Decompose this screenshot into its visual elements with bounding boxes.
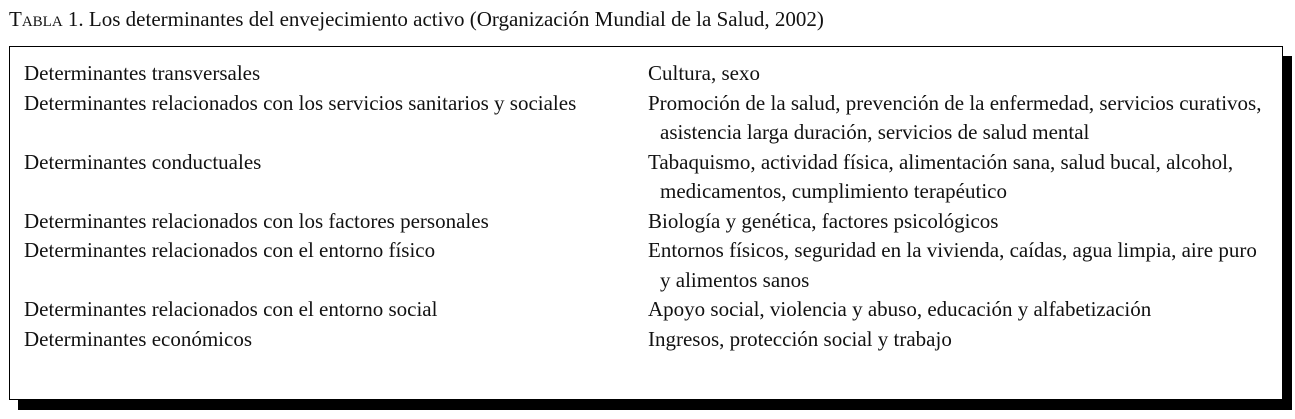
factors-text: Cultura, sexo xyxy=(648,61,760,85)
determinant-cell xyxy=(24,148,648,207)
determinant-cell xyxy=(24,236,648,295)
factors-cell xyxy=(648,236,1263,295)
table-row xyxy=(24,325,1263,355)
table-row xyxy=(24,89,1263,148)
determinant-text: Determinantes relacionados con los servicios sanitarios y sociales xyxy=(24,90,577,115)
table-row xyxy=(24,236,1263,295)
determinants-table xyxy=(24,59,1263,354)
determinant-cell xyxy=(24,295,648,325)
determinant-text: Determinantes conductuales xyxy=(24,149,262,174)
factors-text: Promoción de la salud, prevención de la enfermedad, servicios curativos, asistencia larga duración, servicios de salud mental xyxy=(648,90,1262,144)
determinant-text: Determinantes relacionados con el entorno físico xyxy=(24,238,436,262)
factors-text: Biología y genética, factores psicológicos xyxy=(648,208,999,233)
table-row xyxy=(24,59,1263,89)
factors-text: Tabaquismo, actividad física, alimentación sana, salud bucal, alcohol, medicamentos, cumplimiento terapéutico xyxy=(648,149,1234,203)
table-caption-label: Tabla 1. xyxy=(9,7,84,31)
determinants-table-box xyxy=(9,46,1283,400)
factors-text: Ingresos, protección social y trabajo xyxy=(648,326,952,351)
factors-text: Apoyo social, violencia y abuso, educación y alfabetización xyxy=(648,297,1152,321)
table-caption-text: Los determinantes del envejecimiento activo (Organización Mundial de la Salud, 2002) xyxy=(88,7,824,31)
factors-text: Entornos físicos, seguridad en la vivienda, caídas, agua limpia, aire puro y alimentos sanos xyxy=(648,238,1257,292)
determinant-text: Determinantes relacionados con el entorno social xyxy=(24,297,438,321)
determinant-text: Determinantes relacionados con los factores personales xyxy=(24,208,489,233)
table-caption xyxy=(9,6,824,32)
table-row xyxy=(24,148,1263,207)
table-row xyxy=(24,207,1263,237)
determinant-cell xyxy=(24,325,648,355)
determinant-cell xyxy=(24,59,648,89)
factors-cell xyxy=(648,207,1263,237)
table-row xyxy=(24,295,1263,325)
factors-cell xyxy=(648,89,1263,148)
determinant-cell xyxy=(24,207,648,237)
determinant-text: Determinantes transversales xyxy=(24,61,261,85)
determinant-text: Determinantes económicos xyxy=(24,326,253,351)
factors-cell xyxy=(648,325,1263,355)
factors-cell xyxy=(648,59,1263,89)
factors-cell xyxy=(648,295,1263,325)
factors-cell xyxy=(648,148,1263,207)
determinant-cell xyxy=(24,89,648,148)
